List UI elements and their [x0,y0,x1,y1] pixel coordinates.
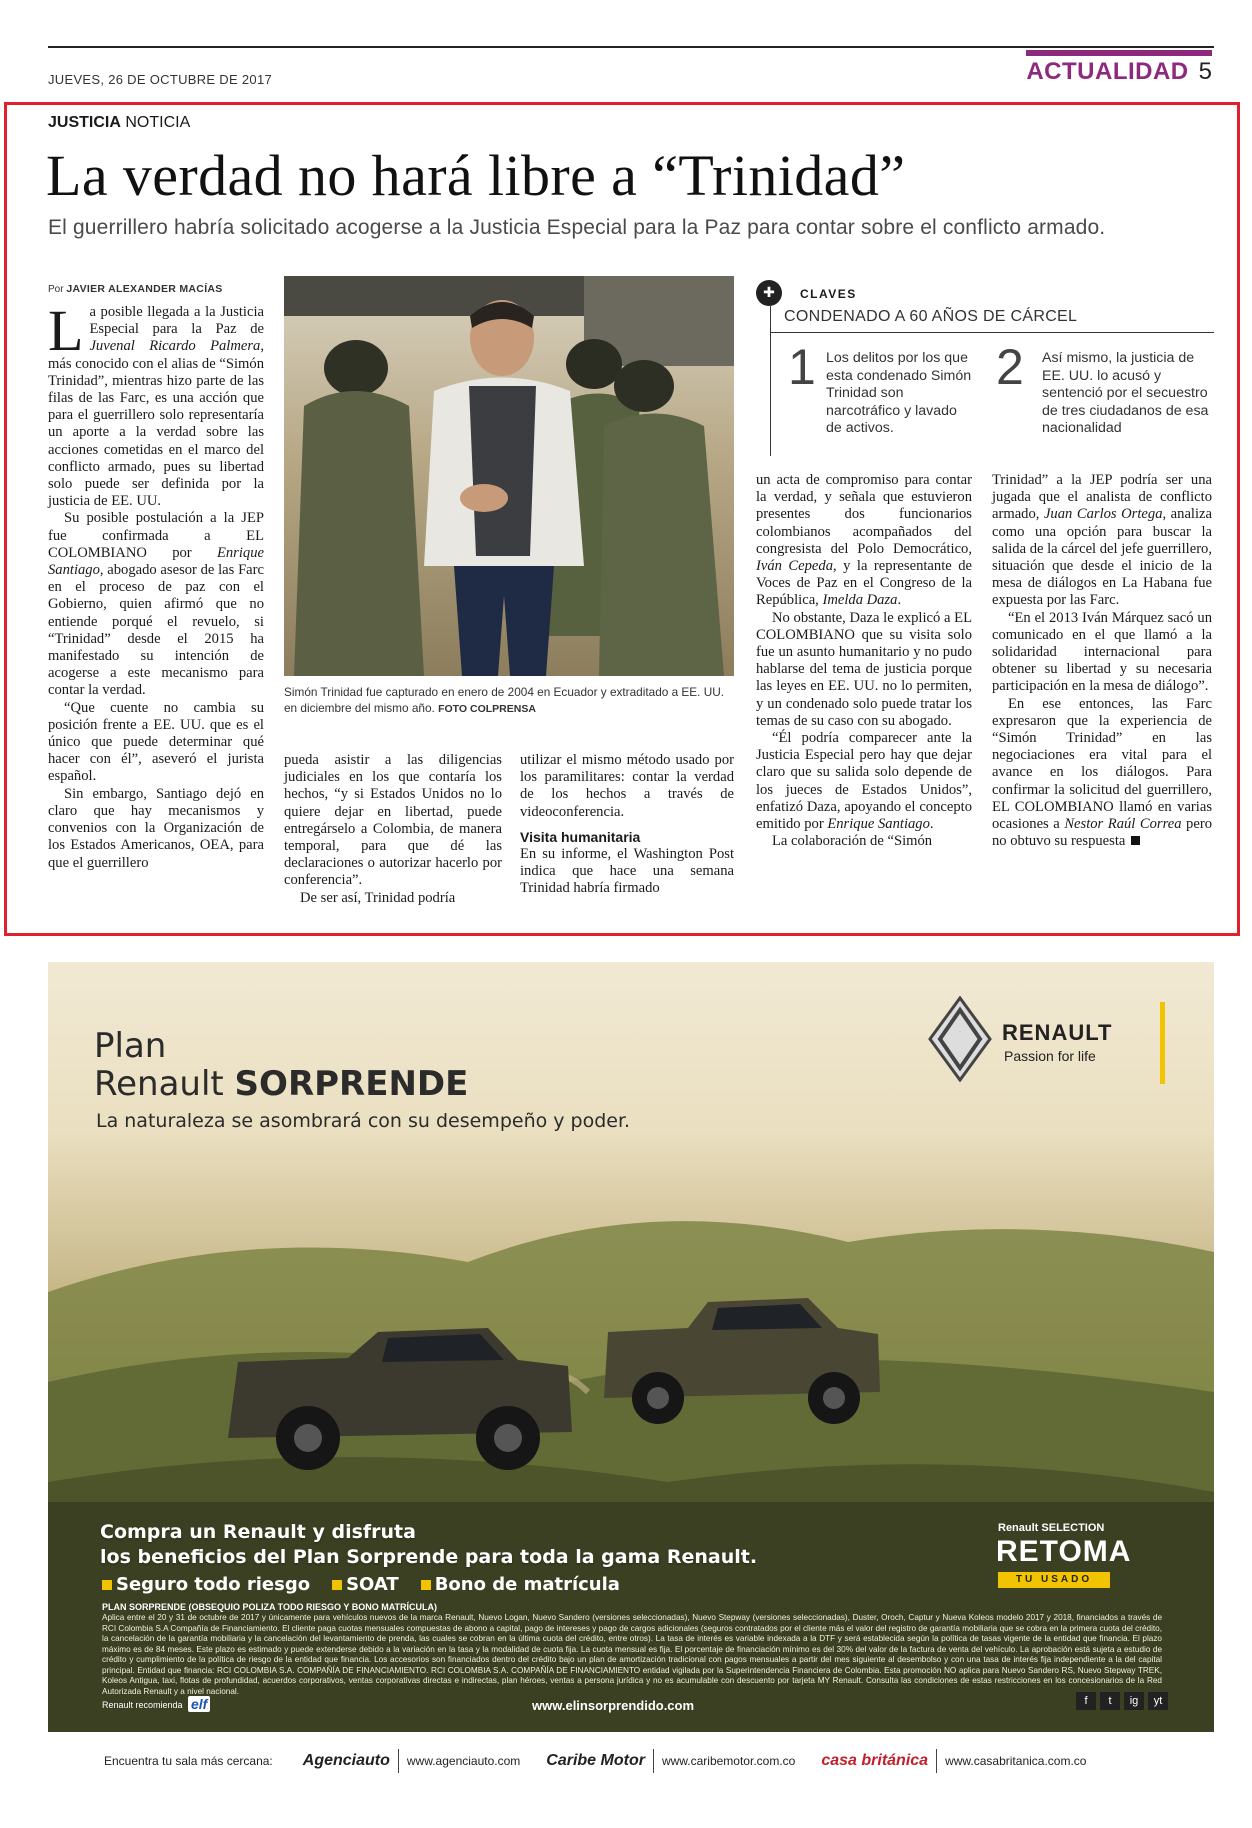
claves-rule [770,332,1214,333]
byline-prefix: Por [48,284,64,295]
claves-line [770,306,771,456]
dealer-logo: Caribe Motor [546,1752,645,1769]
retoma-label: Renault SELECTION [998,1522,1105,1534]
ad-plan-name: SORPRENDE [234,1064,469,1104]
deck: El guerrillero habría solicitado acogerse a la Justicia Especial para la Paz para contar sobre el conflicto armado. [48,216,1106,239]
kicker-section: JUSTICIA [48,114,121,131]
byline-author: JAVIER ALEXANDER MACÍAS [66,283,223,295]
photo-illustration [284,276,734,676]
ad-website[interactable]: www.elinsorprendido.com [532,1698,695,1713]
paragraph: En ese entonces, las Farc expresaron que la experiencia de “Simón Trinidad” en las negociaciones era vital para el avance en los diálogos. Para confirmar la solicitud del guerrillero, EL COLOMBIANO llamó en varias ocasiones a Nestor Raúl Correa pero no obtuvo su respuesta [992,695,1212,850]
dropcap: L [48,298,84,363]
brand-accent-bar [1160,1002,1165,1084]
news-photo [284,276,734,676]
legal-text: Aplica entre el 20 y 31 de octubre de 2017 y únicamente para vehículos nuevos de la marca Renault, Nuevo Logan, Nuevo Sandero (versiones seleccionadas), Nuevo Stepway (versiones seleccionadas), Duster, Oroch, Captur y Nueva Koleos modelo 2017 y 2018, financiados a través de RCI Colombia S.A Compañía de Financiamiento. El cliente paga cuotas mensuales compuestas de abono a capital, pago de intereses y pago de cargos adicionales (seguros contratados por el cliente más el valor del registro de garantía mobiliaria que se cobra en la primera cuota del crédito, la cancelación de la garantía mobiliaria y la cancelación del levantamiento de prenda, las cuales se cobran en la última cuota del crédito, entre otros). La tasa de interés es variable indexada a la DTF y será establecida según la política de tasas vigente de la entidad que financia. El plazo máximo es de 84 meses. Este plazo es estimado y puede extenderse debido a la variación en la tasa y la modalidad de cuota fija. La cuota mensual es fija. El porcentaje de financiación mínimo es del 30% del valor de la factura de venta del vehículo. La aprobación está sujeta a estudio de crédito y cumplimiento de la política de riesgo de la entidad que financia. Los accesorios son financiados dentro del crédito bajo un plan de amortización tradicional con pagos mensuales a partir del mes siguiente al desembolso y con una tasa de interés fija independiente a la del capital principal. Entidad que financia: RCI COLOMBIA S.A. COMPAÑÍA DE FINANCIAMIENTO. RCI COLOMBIA S.A. COMPAÑÍA DE FINANCIAMIENTO entidad vigilada por la Superintendencia Financiera de Colombia. Esta promoción NO aplica para Nuevo Sandero RS, Nuevo Stepway TREK, Koleos Antigua, taxi, flotas de profundidad, acuerdos corporativos, ventas corporativas directas e indirectas, plan héroes, ventas a persona jurídica y no es acumulable con descuento por tarjeta MY Renault. Consulta las condiciones de estas restricciones en los concesionarios de la Red Autorizada Renault y a nivel nacional. [102,1613,1162,1696]
article-column-1 [48,298,264,872]
claves-box [752,276,1214,456]
clave-text: Así mismo, la justicia de EE. UU. lo acusó y sentenció por el secuestro de tres ciudadanos de esa nacionalidad [1042,350,1209,436]
publication-date: JUEVES, 26 DE OCTUBRE DE 2017 [48,72,272,87]
renault-diamond-icon [928,996,992,1082]
benefit-item: SOAT [332,1574,399,1595]
legal-title: PLAN SORPRENDE (OBSEQUIO POLIZA TODO RIESGO Y BONO MATRÍCULA) [102,1602,438,1612]
page-number: 5 [1198,58,1212,85]
ad-offer [100,1520,757,1570]
twitter-icon[interactable]: t [1100,1692,1120,1710]
brand-tagline: Passion for life [1004,1048,1096,1064]
byline [48,283,223,295]
subhead: Visita humanitaria [520,828,641,845]
benefit-item: Seguro todo riesgo [102,1574,310,1595]
section-name: ACTUALIDAD [1026,58,1189,85]
clave-text: Los delitos por los que esta condenado Simón Trinidad son narcotráfico y lavado de activos. [826,350,972,436]
claves-label: CLAVES [800,287,857,301]
paragraph: un acta de compromiso para contar la verdad, y señala que estuvieron presentes dos funcionarios colombianos acompañados del congresista del Polo Democrático, Iván Cepeda, y la representante de Voces de Paz en el Congreso de la República, Imelda Daza. [756,472,972,609]
renault-advertisement [48,962,1214,1732]
ad-plan-line2 [94,1064,468,1104]
paragraph: De ser así, Trinidad podría [300,889,456,906]
caption-credit: FOTO COLPRENSA [438,703,536,715]
dealer-logo: casa británica [821,1752,929,1769]
plus-icon: ✚ [756,280,782,306]
dealer-url[interactable]: www.caribemotor.com.co [661,1754,796,1768]
article-column-4 [756,472,972,850]
paragraph: En su informe, el Washington Post indica que hace una semana Trinidad habría firmado [520,846,734,897]
retoma-bar: TU USADO [998,1572,1110,1588]
ad-tagline: La naturaleza se asombrará con su desempeño y poder. [96,1110,631,1132]
article-column-5 [992,472,1212,850]
retoma-title: RETOMA [996,1535,1132,1568]
article-column-3 [520,752,734,898]
ad-recommends: Renault recomienda [102,1700,183,1710]
ad-plan-line1: Plan [94,1026,167,1066]
paragraph: Sin embargo, Santiago dejó en claro que hay mecanismos y convenios con la Organización de los Estados Americanos, OEA, para que el guerrillero [48,785,264,871]
paragraph: “Que cuente no cambia su posición frente a EE. UU. que es el único que puede determinar qué hacer con él”, aseveró el jurista español. [48,699,264,785]
ad-offer-line1: Compra un Renault y disfruta [100,1521,416,1543]
section-tab [1026,52,1212,84]
claves-title: CONDENADO A 60 AÑOS DE CÁRCEL [784,308,1078,325]
dealer-url[interactable]: www.agenciauto.com [406,1754,521,1768]
instagram-icon[interactable]: ig [1124,1692,1144,1710]
headline: La verdad no hará libre a “Trinidad” [46,143,906,208]
paragraph: No obstante, Daza le explicó a EL COLOMBIANO que su visita solo fue un asunto humanitario y no pudo hablarse del tema de justicia porque las leyes en EE. UU. no lo permiten, y un condenado solo puede tratar los temas de su caso con su abogado. [756,609,972,729]
dealer-separator [653,1749,654,1773]
elf-logo: elf [188,1696,210,1712]
ad-offer-line2: los beneficios del Plan Sorprende para toda la gama Renault. [100,1546,758,1568]
caption-text: Simón Trinidad fue capturado en enero de 2004 en Ecuador y extraditado a EE. UU. en diciembre del mismo año. [284,685,725,715]
paragraph: Su posible postulación a la JEP fue confirmada a EL COLOMBIANO por Enrique Santiago, abogado asesor de las Farc en el proceso de paz con el Gobierno, quien afirmó que no entiende porqué el revuelo, si “Trinidad” desde el 2015 ha manifestado su intención de acogerse a este mecanismo para contar la verdad. [48,510,264,699]
ad-plan-brand: Renault [94,1064,224,1104]
paragraph: La colaboración de “Simón [772,833,933,850]
youtube-icon[interactable]: yt [1148,1692,1168,1710]
dealer-separator [398,1749,399,1773]
dealer-url[interactable]: www.casabritanica.com.co [945,1754,1087,1768]
clave-number: 2 [996,339,1024,395]
paragraph: Trinidad” a la JEP podría ser una jugada que el analista de conflicto armado, Juan Carlos Ortega, analiza como una opción para buscar la salida de la cárcel del jefe guerrillero, situación que desde el inicio de la mesa de diálogos en La Habana fue expuesta por las Farc. [992,472,1212,609]
paragraph: utilizar el mismo método usado por los paramilitares: contar la verdad de los hechos a través de videoconferencia. [520,752,734,820]
paragraph: pueda asistir a las diligencias judiciales en los que contaría los hechos, “y si Estados Unidos no lo quiere dejar en libertad, puede entregárselo a Colombia, de manera temporal, para que dé las declaraciones o autorizar hacerlo por conferencia”. [284,752,502,889]
top-rule [48,46,1214,48]
ad-benefits [102,1574,620,1595]
dealer-casa-britanica [821,1749,1086,1773]
kicker [48,114,190,132]
dealer-caribe-motor [546,1749,795,1773]
section-color-bar [1026,50,1212,56]
social-icons [1076,1692,1168,1710]
facebook-icon[interactable]: f [1076,1692,1096,1710]
dealer-logo: Agenciauto [302,1752,390,1769]
end-mark [1131,836,1140,845]
article-column-2 [284,752,502,907]
paragraph: “Él podría comparecer ante la Justicia Especial pero hay que dejar claro que su salida solo depende de los jueces de Estados Unidos”, enfatizó Daza, apoyando el concepto emitido por Enrique Santiago. [756,730,972,833]
dealer-agenciauto [303,1749,521,1773]
dealers-strip [48,1746,1214,1776]
brand-name: RENAULT [1002,1020,1113,1045]
photo-caption [284,684,734,717]
benefit-item: Bono de matrícula [421,1574,620,1595]
clave-number: 1 [788,339,816,395]
dealers-lead: Encuentra tu sala más cercana: [104,1754,273,1768]
paragraph: La posible llegada a la Justicia Especial para la Paz de Juvenal Ricardo Palmera, más conocido con el alias de “Simón Trinidad”, mientras hizo parte de las filas de las Farc, es una acción que para el guerrillero solo representaría un aporte a la verdad sobre las acciones cometidas en el marco del conflicto armado, pues su libertad solo puede ser definida por la justicia de EE. UU. [48,298,264,510]
paragraph: “En el 2013 Iván Márquez sacó un comunicado en el que llamó a la solidaridad internacional para obtener su libertad y su necesaria participación en la mesa de diálogo”. [992,609,1212,695]
kicker-type: NOTICIA [125,114,191,131]
dealer-separator [936,1749,937,1773]
